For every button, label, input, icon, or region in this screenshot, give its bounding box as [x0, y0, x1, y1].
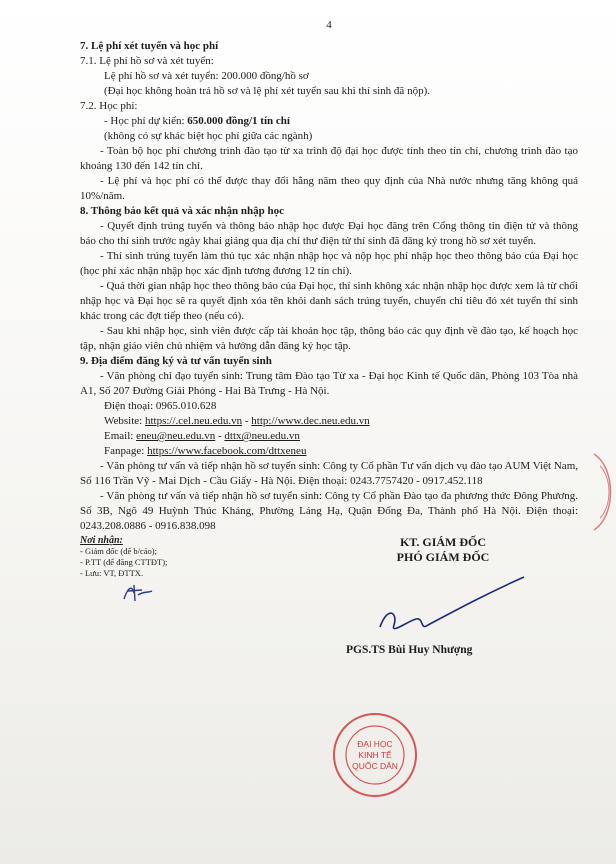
tuition-line	[80, 114, 578, 129]
initials-mark	[118, 581, 158, 605]
seal-line-3: QUỐC DÂN	[352, 761, 398, 771]
website-label: Website:	[104, 415, 145, 427]
website-line	[80, 414, 578, 429]
document-body	[80, 18, 578, 675]
section-9-paragraph-2: - Văn phòng tư vấn và tiếp nhận hồ sơ tuyển sinh: Công ty Cổ phần Tư vấn dịch vụ đào tạo AUM Việt Nam, Số 116 Trần Vỹ - Mai Dịch - Cầu Giấy - Hà Nội. Điện thoại: 0243.7757420 - 0917.452.118	[80, 460, 578, 487]
email-link-2[interactable]: dttx@neu.edu.vn	[224, 430, 300, 442]
section-8-paragraph-4: - Sau khi nhập học, sinh viên được cấp tài khoản học tập, thông báo các quy định về đào tạo, kế hoạch học tập, nhận giáo viên chủ nhiệm và hướng dẫn đăng ký học tập.	[80, 325, 578, 352]
website-separator: -	[242, 415, 252, 427]
signer-name: PGS.TS Bùi Huy Nhượng	[346, 644, 473, 656]
non-refund-note: (Đại học không hoàn trả hồ sơ và lệ phí xét tuyển sau khi thí sinh đã nộp).	[104, 85, 430, 97]
section-8	[80, 204, 578, 354]
email-separator: -	[215, 430, 225, 442]
website-link-1[interactable]: https://.cel.neu.edu.vn	[144, 415, 243, 427]
fee-change-paragraph: - Lệ phí và học phí có thể được thay đổi hằng năm theo quy định của Nhà nước nhưng tăng không quá 10%/năm.	[80, 175, 578, 202]
signer-role-1: KT. GIÁM ĐỐC	[399, 535, 487, 549]
section-8-title: 8. Thông báo kết quả và xác nhận nhập học	[80, 205, 284, 217]
recipient-item: - Lưu: VT, ĐTTX.	[80, 568, 144, 578]
fanpage-link[interactable]: https://www.facebook.com/dttxeneu	[147, 445, 307, 457]
signature-area	[80, 535, 578, 675]
section-8-paragraph-3: - Quá thời gian nhập học theo thông báo của Đại học, thí sinh không xác nhận nhập học được xem là từ chối nhập học và Đại học sẽ ra quyết định xóa tên khỏi danh sách trúng tuyển, chuyển chỉ tiêu đó xét tuyển thí sinh khác trong các đợt tiếp theo (nếu có).	[80, 280, 578, 322]
recipients-title: Nơi nhận:	[80, 535, 123, 546]
section-7-2-heading: 7.2. Học phí:	[80, 100, 138, 112]
seal-line-1: ĐẠI HỌC	[357, 739, 393, 749]
section-8-paragraph-2: - Thí sinh trúng tuyển làm thủ tục xác nhận nhập học và nộp học phí nhập học theo thông báo của Đại học (học phí xác nhận nhập học xác định tương đương 12 tín chỉ).	[80, 250, 578, 277]
section-9-paragraph-1: - Văn phòng chỉ đạo tuyển sinh: Trung tâm Đào tạo Từ xa - Đại học Kinh tế Quốc dân, Phòng 103 Tòa nhà A1, Số 207 Đường Giải Phóng - Hai Bà Trưng - Hà Nội.	[80, 370, 578, 397]
signer-role-2: PHÓ GIÁM ĐỐC	[396, 550, 490, 564]
application-fee-line: Lệ phí hồ sơ và xét tuyển: 200.000 đồng/hồ sơ	[104, 70, 309, 82]
fanpage-label: Fanpage:	[104, 445, 148, 457]
tuition-value: 650.000 đồng/1 tín chỉ	[187, 115, 290, 127]
phone-line: Điện thoại: 0965.010.628	[104, 400, 217, 412]
fanpage-line	[80, 444, 578, 459]
tuition-note: (không có sự khác biệt học phí giữa các ngành)	[104, 130, 313, 142]
section-7-1-heading: 7.1. Lệ phí hồ sơ và xét tuyển:	[80, 55, 214, 67]
official-seal	[330, 710, 420, 800]
email-label: Email:	[104, 430, 137, 442]
website-link-2[interactable]: http://www.dec.neu.edu.vn	[251, 415, 370, 427]
section-8-paragraph-1: - Quyết định trúng tuyển và thông báo nhập học được Đại học đăng trên Cổng thông tin điện tử và thông báo cho thí sinh trước ngày khai giảng qua địa chỉ thư điện tử thí sinh đã đăng ký trong hồ sơ xét tuyển.	[80, 220, 578, 247]
tuition-label: - Học phí dự kiến:	[104, 115, 188, 127]
email-line	[80, 429, 578, 444]
section-9-title: 9. Địa điểm đăng ký và tư vấn tuyển sinh	[80, 355, 272, 367]
recipients-block	[80, 535, 270, 608]
signer-block	[318, 535, 548, 656]
seal-line-2: KINH TẾ	[358, 750, 392, 760]
credit-paragraph: - Toàn bộ học phí chương trình đào tạo từ xa trình độ đại học được tính theo tín chỉ, chương trình đào tạo khoảng 130 đến 142 tín chỉ.	[80, 145, 578, 172]
page-number: 4	[326, 19, 332, 31]
section-7-title: 7. Lệ phí xét tuyển và học phí	[80, 40, 219, 52]
email-link-1[interactable]: eneu@neu.edu.vn	[136, 430, 216, 442]
recipient-item: - Giám đốc (để b/cáo);	[80, 546, 157, 556]
edge-seal-fragment	[590, 452, 616, 532]
section-7	[80, 39, 578, 204]
section-9-paragraph-3: - Văn phòng tư vấn và tiếp nhận hồ sơ tuyển sinh: Công ty Cổ phần Đào tạo đa phương thức Đông Phương. Số 3B, Ngõ 49 Huỳnh Thúc Kháng, Phường Láng Hạ, Quận Đống Đa, Thành phố Hà Nội. Điện thoại: 0243.208.0886 - 0916.838.098	[80, 490, 578, 532]
handwritten-signature	[328, 565, 528, 645]
recipient-item: - P.TT (để đăng CTTĐT);	[80, 557, 168, 567]
section-9	[80, 354, 578, 534]
